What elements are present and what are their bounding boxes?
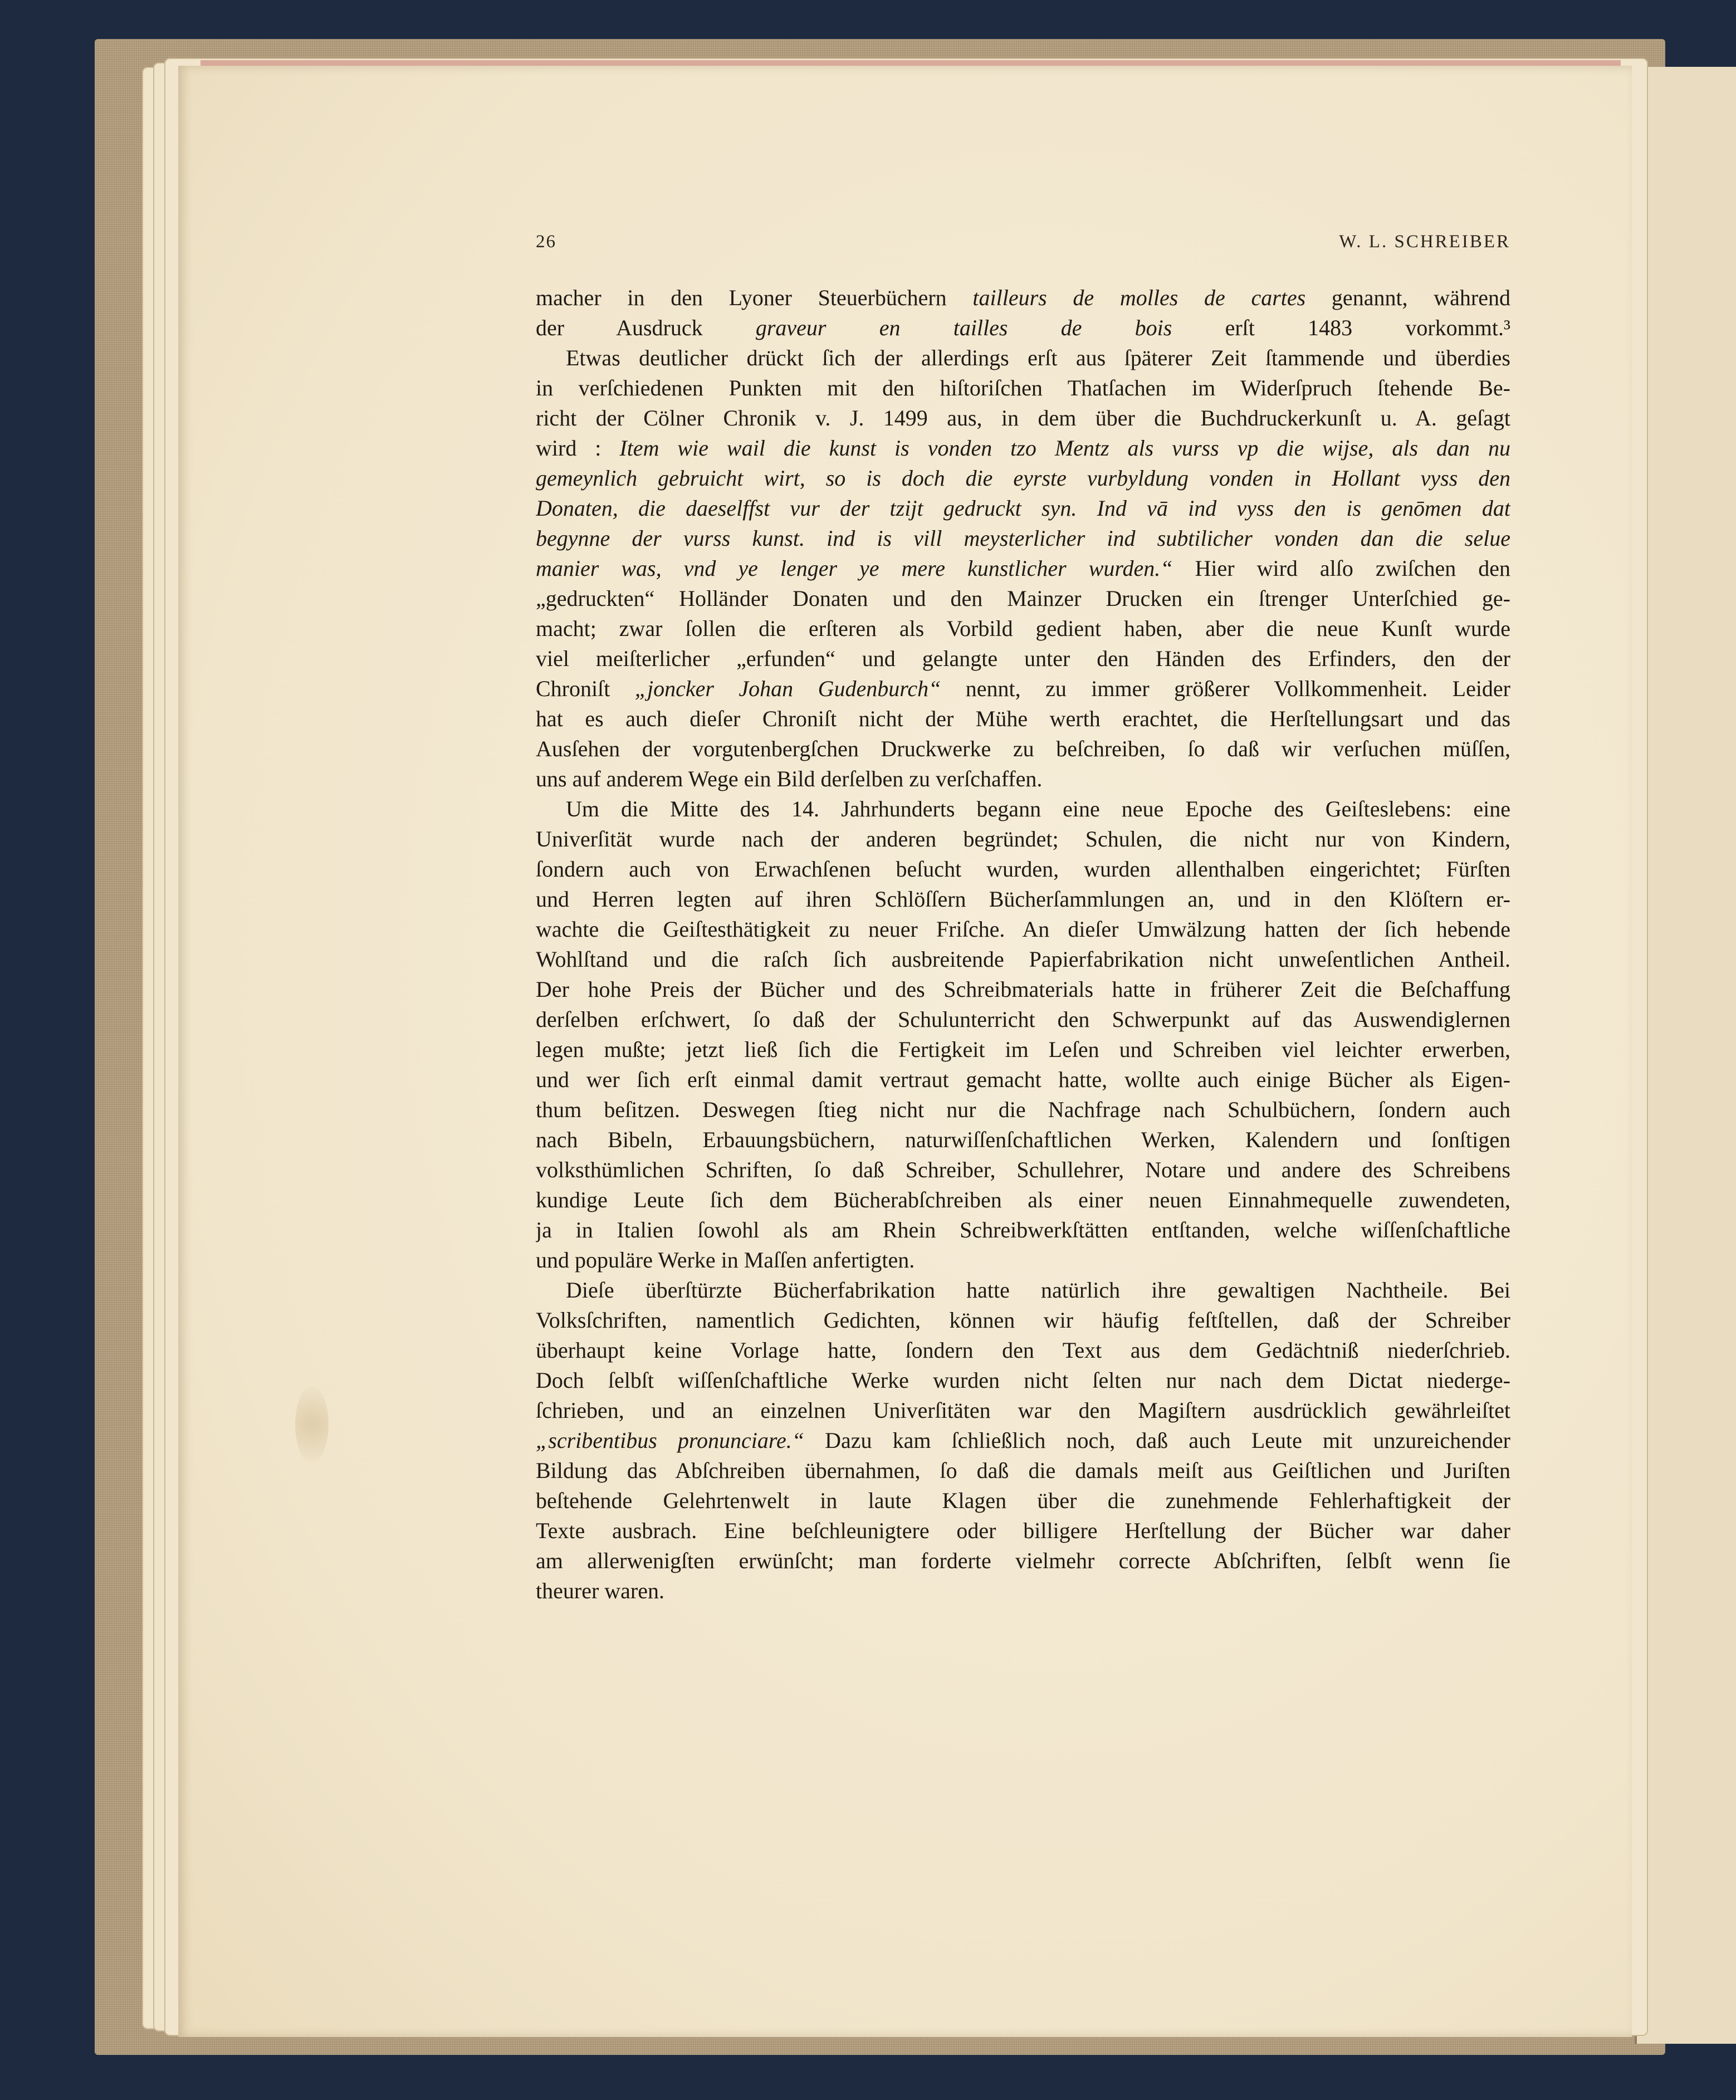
text-line — [536, 433, 1510, 463]
text-line — [536, 1155, 1510, 1185]
text-run: thum beſitzen. Deswegen ſtieg nicht nur die Nachfrage nach Schulbüchern, ſondern auch — [536, 1097, 1510, 1122]
page-number: 26 — [536, 232, 556, 252]
italic-text: tailleurs de molles de cartes — [972, 285, 1306, 310]
text-line — [536, 523, 1510, 554]
text-run: „gedruckten“ Holländer Donaten und den Mainzer Drucken ein ſtrenger Unterſchied ge- — [536, 586, 1510, 611]
text-line — [536, 1275, 1510, 1305]
text-run: in verſchiedenen Punkten mit den hiſtoriſchen Thatſachen im Widerſpruch ſtehende Be- — [536, 375, 1510, 400]
text-run: ja in Italien ſowohl als am Rhein Schreibwerkſtätten entſtanden, welche wiſſenſchaftliche — [536, 1217, 1510, 1242]
text-run: volksthümlichen Schriften, ſo daß Schreiber, Schullehrer, Notare und andere des Schreibens — [536, 1157, 1510, 1182]
text-run: hat es auch dieſer Chroniſt nicht der Mühe werth erachtet, die Herſtellungsart und das — [536, 706, 1510, 731]
text-run: und Herren legten auf ihren Schlöſſern Bücherſammlungen an, und in den Klöſtern er- — [536, 887, 1510, 912]
text-run: und populäre Werke in Maſſen anfertigten. — [536, 1247, 915, 1272]
text-run: kundige Leute ſich dem Bücherabſchreiben als einer neuen Einnahmequelle zuwendeten, — [536, 1187, 1510, 1212]
paper-stain — [295, 1386, 329, 1463]
text-run: viel meiſterlicher „erfunden“ und gelangte unter den Händen des Erfinders, den der — [536, 646, 1510, 671]
text-run: nennt, zu immer größerer Vollkommenheit. Leider — [941, 676, 1510, 701]
text-run: am allerwenigſten erwünſcht; man forderte vielmehr correcte Abſchriften, ſelbſt wenn ſie — [536, 1548, 1510, 1573]
text-line — [536, 1335, 1510, 1365]
italic-text: gemeynlich gebruicht wirt, so is doch die eyrste vurbyldung vonden in Hollant vyss den — [536, 466, 1510, 491]
text-run: genannt, während — [1305, 285, 1510, 310]
italic-text: „scribentibus pronunciare.“ — [536, 1428, 804, 1453]
text-run: Um die Mitte des 14. Jahrhunderts begann eine neue Epoche des Geiſteslebens: eine — [566, 796, 1510, 821]
adjacent-page-edge — [1635, 67, 1736, 2044]
body-text — [536, 283, 1510, 1606]
italic-text: „joncker Johan Gudenburch“ — [634, 676, 941, 701]
running-head — [536, 232, 1510, 260]
text-line — [536, 1215, 1510, 1245]
running-head-author: W. L. SCHREIBER — [1339, 232, 1510, 252]
text-run: macht; zwar ſollen die erſteren als Vorbild gedient haben, aber die neue Kunſt wurde — [536, 616, 1510, 641]
text-line — [536, 1245, 1510, 1275]
text-run: Doch ſelbſt wiſſenſchaftliche Werke wurden nicht ſelten nur nach dem Dictat niederge- — [536, 1368, 1510, 1393]
text-line — [536, 493, 1510, 523]
text-run: Bildung das Abſchreiben übernahmen, ſo daß die damals meiſt aus Geiſtlichen und Juriſten — [536, 1458, 1510, 1483]
text-line — [536, 794, 1510, 824]
text-line — [536, 975, 1510, 1005]
text-line — [536, 854, 1510, 884]
text-line — [536, 1426, 1510, 1456]
text-line — [536, 403, 1510, 433]
italic-text: graveur en tailles de bois — [755, 315, 1172, 340]
text-line — [536, 554, 1510, 584]
text-run: der Ausdruck — [536, 315, 756, 340]
italic-text: begynne der vurss kunst. ind is vill meysterlicher ind subtilicher vonden dan die selue — [536, 526, 1510, 551]
text-run: ſondern auch von Erwachſenen beſucht wurden, wurden allenthalben eingerichtet; Fürſten — [536, 856, 1510, 882]
text-run: Chroniſt — [536, 676, 635, 701]
text-line — [536, 1516, 1510, 1546]
text-run: nach Bibeln, Erbauungsbüchern, naturwiſſenſchaftlichen Werken, Kalendern und ſonſtigen — [536, 1127, 1510, 1152]
text-line — [536, 1456, 1510, 1486]
text-line — [536, 1005, 1510, 1035]
text-run: richt der Cölner Chronik v. J. 1499 aus, in dem über die Buchdruckerkunſt u. A. geſagt — [536, 405, 1510, 430]
text-line — [536, 584, 1510, 614]
text-line — [536, 614, 1510, 644]
text-line — [536, 1185, 1510, 1215]
text-line — [536, 1095, 1510, 1125]
text-run: Texte ausbrach. Eine beſchleunigtere oder billigere Herſtellung der Bücher war daher — [536, 1518, 1510, 1543]
text-run: Volksſchriften, namentlich Gedichten, können wir häufig feſtſtellen, daß der Schreiber — [536, 1308, 1510, 1333]
text-run: Hier wird alſo zwiſchen den — [1172, 556, 1510, 581]
text-line — [536, 1486, 1510, 1516]
text-run: Dieſe überſtürzte Bücherfabrikation hatte natürlich ihre gewaltigen Nachtheile. Bei — [566, 1277, 1510, 1303]
text-line — [536, 644, 1510, 674]
text-line — [536, 944, 1510, 975]
text-run: Wohlſtand und die raſch ſich ausbreitende Papierfabrikation nicht unweſentlichen Antheil. — [536, 947, 1510, 972]
text-run: derſelben erſchwert, ſo daß der Schulunterricht den Schwerpunkt auf das Auswendiglernen — [536, 1007, 1510, 1032]
text-line — [536, 1065, 1510, 1095]
text-line — [536, 824, 1510, 854]
text-run: Der hohe Preis der Bücher und des Schreibmaterials hatte in früherer Zeit die Beſchaffung — [536, 977, 1510, 1002]
text-line — [536, 1125, 1510, 1155]
text-run: Etwas deutlicher drückt ſich der allerdings erſt aus ſpäterer Zeit ſtammende und überdies — [566, 345, 1510, 370]
text-run: Univerſität wurde nach der anderen begründet; Schulen, die nicht nur von Kindern, — [536, 826, 1510, 851]
text-run: Dazu kam ſchließlich noch, daß auch Leute mit unzureichender — [804, 1428, 1510, 1453]
text-line — [536, 884, 1510, 914]
text-line — [536, 734, 1510, 764]
text-run: uns auf anderem Wege ein Bild derſelben zu verſchaffen. — [536, 766, 1043, 791]
text-run: ſchrieben, und an einzelnen Univerſitäten war den Magiſtern ausdrücklich gewährleiſtet — [536, 1398, 1510, 1423]
text-line — [536, 1035, 1510, 1065]
text-line — [536, 1546, 1510, 1576]
text-run: wird : — [536, 435, 620, 461]
red-top-edge — [201, 60, 1621, 66]
text-line — [536, 283, 1510, 313]
text-line — [536, 313, 1510, 343]
text-line — [536, 1576, 1510, 1606]
text-run: theurer waren. — [536, 1578, 664, 1603]
text-run: macher in den Lyoner Steuerbüchern — [536, 285, 973, 310]
text-line — [536, 704, 1510, 734]
text-run: wachte die Geiſtesthätigkeit zu neuer Friſche. An dieſer Umwälzung hatten der ſich hebende — [536, 917, 1510, 942]
text-line — [536, 764, 1510, 794]
text-line — [536, 343, 1510, 373]
text-run: überhaupt keine Vorlage hatte, ſondern den Text aus dem Gedächtniß niederſchrieb. — [536, 1338, 1510, 1363]
text-line — [536, 914, 1510, 944]
text-line — [536, 373, 1510, 403]
text-line — [536, 1305, 1510, 1335]
text-run: erſt 1483 vorkommt.³ — [1172, 315, 1510, 340]
text-line — [536, 1396, 1510, 1426]
text-line — [536, 463, 1510, 493]
text-run: Ausſehen der vorgutenbergſchen Druckwerke zu beſchreiben, ſo daß wir verſuchen müſſen, — [536, 736, 1510, 761]
text-run: beſtehende Gelehrtenwelt in laute Klagen über die zunehmende Fehlerhaftigkeit der — [536, 1488, 1510, 1513]
text-run: legen mußte; jetzt ließ ſich die Fertigkeit im Leſen und Schreiben viel leichter erwerben, — [536, 1037, 1510, 1062]
italic-text: Donaten, die daeselffst vur der tzijt gedruckt syn. Ind vā ind vyss den is genōmen dat — [536, 496, 1510, 521]
text-line — [536, 674, 1510, 704]
italic-text: Item wie wail die kunst is vonden tzo Mentz als vurss vp die wijse, als dan nu — [619, 435, 1510, 461]
text-line — [536, 1365, 1510, 1396]
italic-text: manier was, vnd ye lenger ye mere kunstlicher wurden.“ — [536, 556, 1173, 581]
text-run: und wer ſich erſt einmal damit vertraut gemacht hatte, wollte auch einige Bücher als Eigen- — [536, 1067, 1510, 1092]
